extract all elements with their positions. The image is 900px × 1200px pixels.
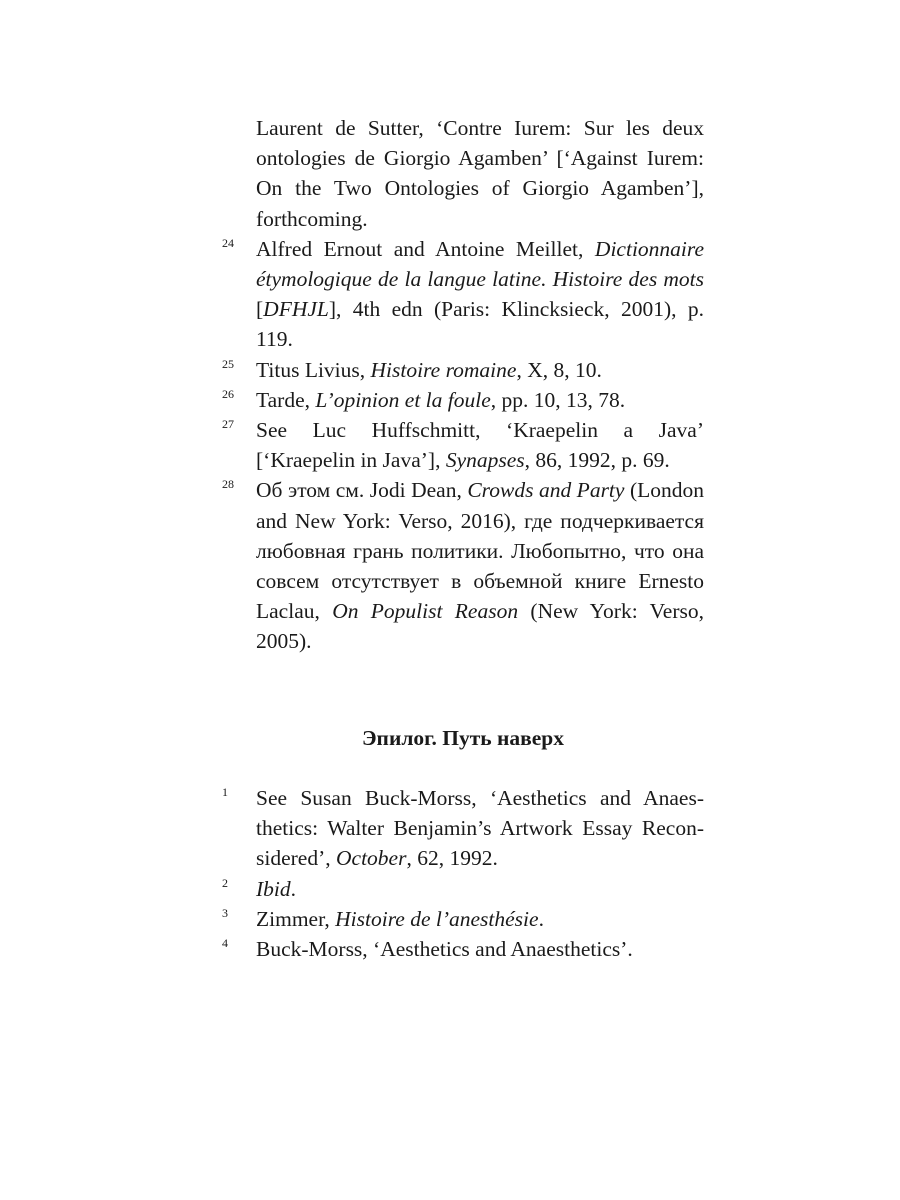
endnote (222, 113, 704, 234)
endnote-number: 3 (222, 905, 228, 920)
endnote-number: 1 (222, 785, 228, 799)
endnote (222, 475, 704, 656)
endnote-number: 27 (222, 417, 234, 432)
endnote-text: Ibid. (256, 876, 297, 901)
endnote-text: Laurent de Sutter, ‘Contre Iurem: Sur les deux ontologies de Giorgio Agamben’ [‘Against Iurem: On the Two Ontologies of Giorgio Agamben’], forthcoming. (256, 116, 704, 231)
endnote-number: 4 (222, 936, 228, 951)
endnote (222, 234, 704, 355)
endnote-number: 2 (222, 875, 228, 890)
endnote (222, 934, 704, 964)
endnotes-previous-chapter (222, 113, 704, 657)
endnote-number: 26 (222, 386, 234, 401)
endnote-text: Buck-Morss, ‘Aesthetics and Anaesthetics’. (256, 937, 633, 962)
endnote-number: 24 (222, 235, 234, 250)
endnote-number: 25 (222, 356, 234, 371)
endnote-text: See Susan Buck-Morss, ‘Aesthetics and Anaesthetics: Walter Benjamin’s Artwork Essay Reconsidered’, October, 62, 1992. (256, 786, 704, 871)
endnote (222, 904, 704, 934)
endnote-number: 28 (222, 477, 234, 492)
endnote (222, 415, 704, 475)
endnote (222, 874, 704, 904)
endnote-text: Об этом см. Jodi Dean, Crowds and Party (London and New York: Verso, 2016), где подчеркивается любовная грань политики. Любопытно, что она совсем отсутствует в объемной книге Ernesto Laclau, On Populist Reason (New York: Verso, 2005). (256, 478, 704, 654)
endnote-text: Alfred Ernout and Antoine Meillet, Dictionnaire étymologique de la langue latine. Histoire des mots [DFHJL], 4th edn (Paris: Klincksieck, 2001), p. 119. (256, 236, 704, 352)
endnotes-epilogue (222, 783, 704, 964)
endnote-text: Tarde, L’opinion et la foule, pp. 10, 13, 78. (256, 387, 626, 412)
endnote (222, 783, 704, 874)
endnote-text: See Luc Huffschmitt, ‘Kraepelin a Java’ [‘Kraepelin in Java’], Synapses, 86, 1992, p. 69. (256, 418, 704, 473)
endnote-text: Titus Livius, Histoire romaine, X, 8, 10. (256, 357, 602, 382)
endnote (222, 355, 704, 385)
endnote (222, 385, 704, 415)
endnote-text: Zimmer, Histoire de l’anesthésie. (256, 906, 544, 931)
section-heading: Эпилог. Путь наверх (361, 726, 565, 750)
